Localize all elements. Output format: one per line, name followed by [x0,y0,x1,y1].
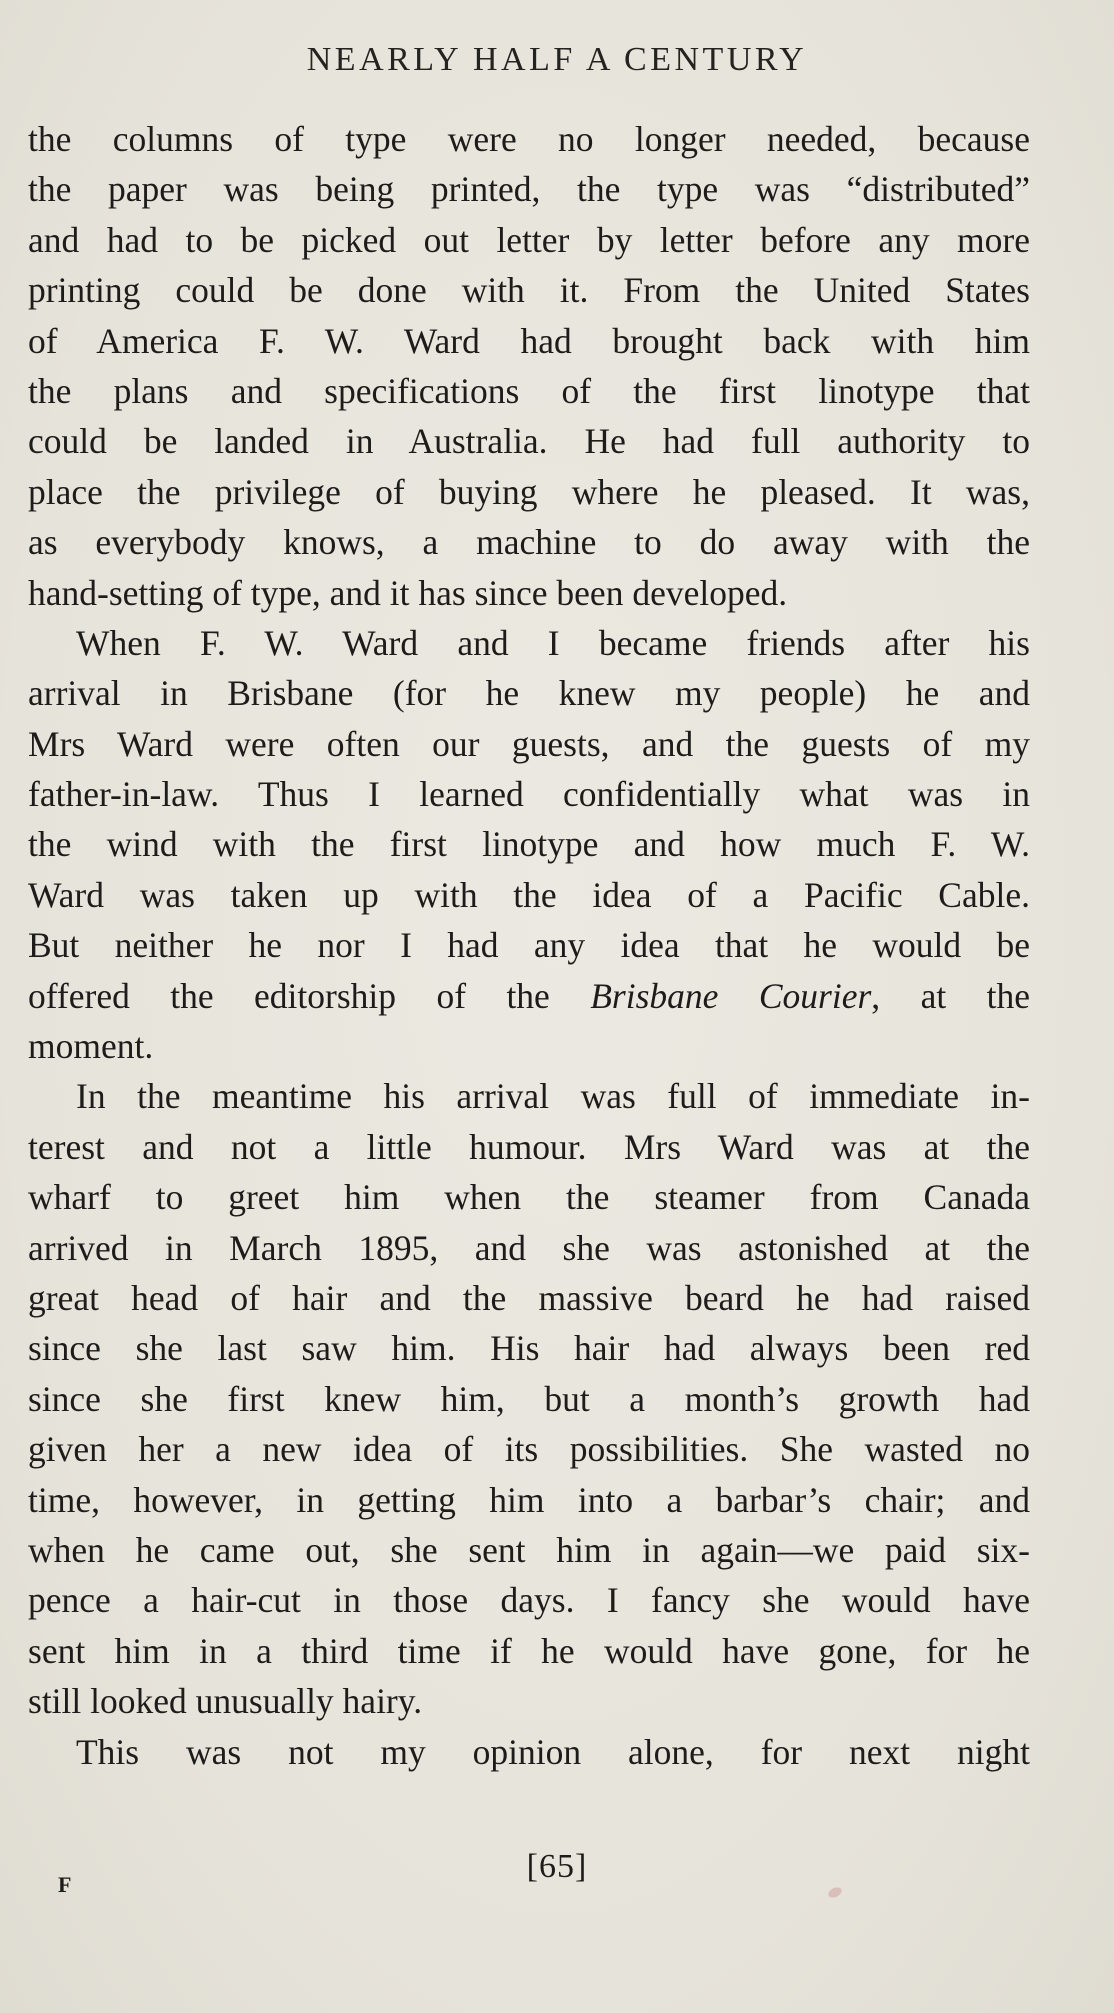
text-line: the columns of type were no longer needed, because [28,119,1030,159]
italic-title: Brisbane Courier [590,975,872,1016]
text-run: offered the editorship of the [28,975,591,1016]
text-line: When F. W. Ward and I became friends after his [76,622,1030,663]
text-line: since she first knew him, but a month’s growth had [28,1378,1030,1419]
text-line: time, however, in getting him into a barbar’s chair; and [28,1479,1030,1520]
text-line: moment. [28,1026,154,1067]
text-line: arrived in March 1895, and she was astonished at the [28,1227,1030,1268]
text-line: of America F. W. Ward had brought back with him [28,320,1030,361]
text-line: But neither he nor I had any idea that he would be [28,925,1030,966]
text-line: Mrs Ward were often our guests, and the guests of my [28,723,1030,764]
text-line: the paper was being printed, the type was “distributed” [28,169,1030,210]
text-line: terest and not a little humour. Mrs Ward was at the [28,1126,1030,1167]
text-line: hand-setting of type, and it has since been developed. [28,572,788,613]
page-number: [65] [526,1848,588,1885]
text-line: In the meantime his arrival was full of immediate in- [76,1076,1030,1117]
text-line: Ward was taken up with the idea of a Pacific Cable. [28,874,1030,915]
text-line: as everybody knows, a machine to do away with the [28,522,1030,563]
text-line: the wind with the first linotype and how much F. W. [28,824,1030,865]
text-line: when he came out, she sent him in again—we paid six- [28,1529,1030,1570]
text-line: This was not my opinion alone, for next night [76,1731,1030,1772]
text-line: place the privilege of buying where he pleased. It was, [28,471,1030,512]
text-line: arrival in Brisbane (for he knew my people) he and [28,673,1030,714]
text-line: since she last saw him. His hair had always been red [28,1328,1030,1369]
text-line: sent him in a third time if he would have gone, for he [28,1630,1030,1671]
text-line: pence a hair-cut in those days. I fancy she would have [28,1580,1030,1621]
text-line: could be landed in Australia. He had full authority to [28,421,1030,462]
running-head: NEARLY HALF A CENTURY [306,41,808,78]
text-line: printing could be done with it. From the United States [28,270,1030,311]
body-text [28,114,1030,1777]
text-line: wharf to greet him when the steamer from Canada [28,1177,1030,1218]
text-line: great head of hair and the massive beard he had raised [28,1277,1030,1318]
text-run: , at the [871,975,1030,1016]
text-line: father-in-law. Thus I learned confidentially what was in [28,774,1030,815]
text-line: still looked unusually hairy. [28,1681,423,1722]
text-line: and had to be picked out letter by letter before any more [28,219,1030,260]
ink-smudge [827,1885,843,1899]
text-line: the plans and specifications of the first linotype that [28,370,1030,411]
text-line: given her a new idea of its possibilities. She wasted no [28,1429,1030,1470]
text-line [28,971,1030,1021]
signature-mark: F [58,1872,72,1897]
